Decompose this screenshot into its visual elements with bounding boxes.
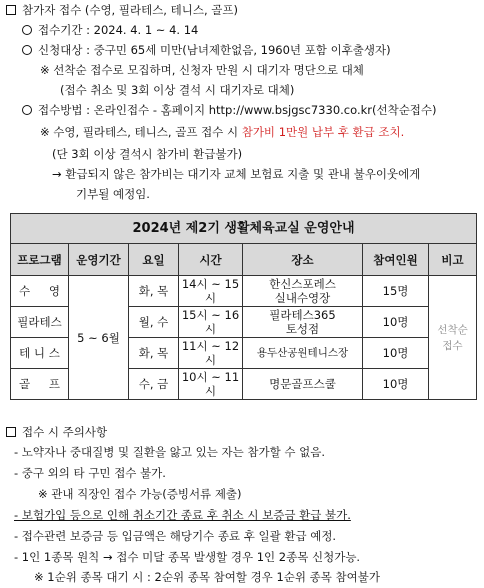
circle-bullet-icon	[22, 45, 32, 55]
notice-item-2: - 중구 외의 타 구민 접수 불가.	[14, 466, 166, 480]
table-header-row	[11, 244, 477, 276]
time-cell: 15시 ~ 16시	[179, 307, 243, 338]
header-people: 참여인원	[363, 244, 429, 276]
notice-item-5-note: ※ 1순위 종목 대기 시 : 2순위 종목 참여할 경우 1순위 종목 참여불가	[34, 570, 380, 584]
header-period: 운영기간	[69, 244, 129, 276]
program-cell: 골 프	[11, 369, 69, 400]
time-cell: 10시 ~ 11시	[179, 369, 243, 400]
period-cell: 5 ~ 6월	[69, 276, 129, 400]
program-cell: 필라테스	[11, 307, 69, 338]
notice-item-5: - 1인 1종목 원칙 → 접수 미달 종목 발생할 경우 1인 2종목 신청가능.	[14, 550, 361, 564]
program-cell: 테 니 스	[11, 338, 69, 369]
circle-bullet-icon	[22, 105, 32, 115]
header-note: 비고	[429, 244, 477, 276]
table-title: 2024년 제2기 생활체육교실 운영안내	[11, 214, 477, 244]
fee-line: ※ 수영, 필라테스, 테니스, 골프 접수 시 참가비 1만원 납부 후 환급 조치.	[40, 125, 405, 139]
place-cell: 용두산공원테니스장	[243, 338, 363, 369]
notice-item-2-note: ※ 관내 직장인 접수 가능(증빙서류 제출)	[38, 487, 242, 501]
checkbox-square-icon	[6, 427, 16, 437]
refund-line1: → 환급되지 않은 참가비는 대기자 교체 보험료 지출 및 관내 불우이웃에게	[52, 167, 421, 181]
header-time: 시간	[179, 244, 243, 276]
place-cell: 필라테스365 토성점	[243, 307, 363, 338]
header-place: 장소	[243, 244, 363, 276]
days-cell: 수, 금	[129, 369, 179, 400]
program-cell: 수 영	[11, 276, 69, 307]
days-cell: 화, 목	[129, 338, 179, 369]
people-cell: 10명	[363, 369, 429, 400]
notice-item-3: - 보험가입 등으로 인해 취소기간 종료 후 취소 시 보증금 환급 불가.	[14, 508, 351, 522]
notice-item-4: - 접수관련 보증금 등 입금액은 해당기수 종료 후 일괄 환급 예정.	[14, 529, 337, 543]
header-program: 프로그램	[11, 244, 69, 276]
method-line: 접수방법 : 온라인접수 - 홈페이지 http://www.bsjgsc7330.co.kr(선착순접수)	[22, 102, 437, 118]
time-cell: 14시 ~ 15시	[179, 276, 243, 307]
days-cell: 월, 수	[129, 307, 179, 338]
fee-highlight: 참가비 1만원 납부 후 환급 조치.	[241, 125, 405, 139]
refund-line2: 기부될 예정임.	[76, 187, 150, 201]
place-cell: 한신스포레스 실내수영장	[243, 276, 363, 307]
table-row	[11, 276, 477, 307]
fee-note: (단 3회 이상 결석시 참가비 환급불가)	[52, 147, 243, 161]
header-days: 요일	[129, 244, 179, 276]
people-cell: 15명	[363, 276, 429, 307]
place-cell: 명문골프스쿨	[243, 369, 363, 400]
target-note2: (접수 취소 및 3회 이상 결석 시 대기자로 대체)	[60, 83, 295, 97]
circle-bullet-icon	[22, 25, 32, 35]
target-line: 신청대상 : 중구민 65세 미만(남녀제한없음, 1960년 포함 이후출생자)	[22, 42, 391, 58]
note-cell: 선착순 접수	[429, 276, 477, 400]
time-cell: 11시 ~ 12시	[179, 338, 243, 369]
people-cell: 10명	[363, 338, 429, 369]
people-cell: 10명	[363, 307, 429, 338]
section1-heading: 참가자 접수 (수영, 필라테스, 테니스, 골프)	[6, 2, 238, 18]
target-note1: ※ 선착순 접수로 모집하며, 신청자 만원 시 대기자 명단으로 대체	[40, 63, 364, 77]
schedule-table	[10, 213, 477, 400]
period-line: 접수기간 : 2024. 4. 1 ~ 4. 14	[22, 22, 198, 38]
notice-item-1: - 노약자나 중대질병 및 질환을 앓고 있는 자는 참가할 수 없음.	[14, 445, 325, 459]
section2-heading: 접수 시 주의사항	[6, 424, 107, 440]
checkbox-square-icon	[6, 5, 16, 15]
days-cell: 화, 목	[129, 276, 179, 307]
